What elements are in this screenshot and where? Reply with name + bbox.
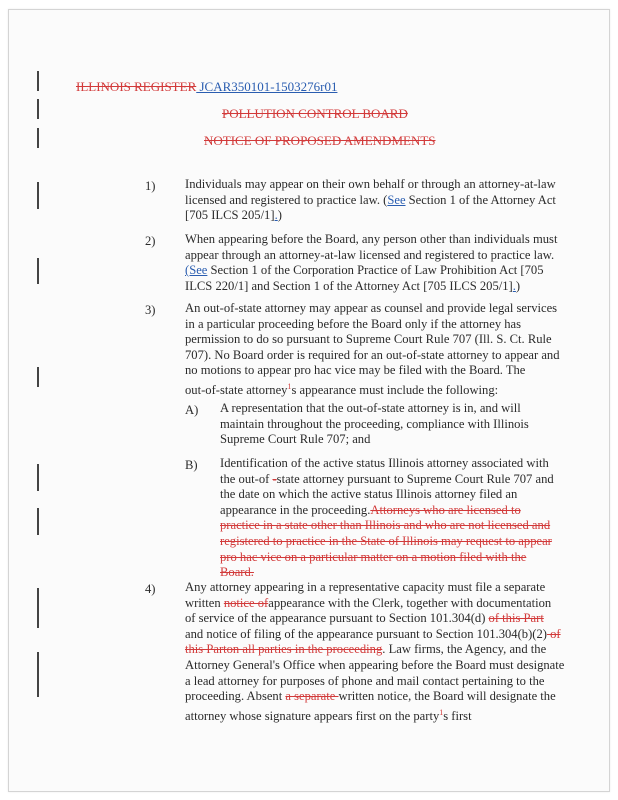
see-link: (See: [185, 263, 208, 278]
item-1: Individuals may appear on their own behalf or through an attorney-at-law licensed and registered to practice law. (See Section 1 of the Attorney Act [705 ILCS 205/1].): [185, 177, 556, 223]
register-deleted: ILLINOIS REGISTER: [76, 79, 197, 94]
item-number: 4): [145, 582, 156, 596]
subitem-b: Identification of the active status Illinois attorney associated with the out-of -state attorney pursuant to Supreme Court Rule 707 and the date on which the active status Illinois attorney filed an appearance in the proceeding.Attorneys who are licensed to practice in a state other than Illinois and who are not licensed and registered to practice in the State of Illinois may request to appear pro hac vice on a particular matter on a motion filed with the Board.: [220, 456, 554, 580]
change-bar: [37, 71, 39, 91]
change-bar: [37, 99, 39, 119]
item-3: An out-of-state attorney may appear as counsel and provide legal services in a particular proceeding before the Board only if the attorney has permission to do so pursuant to Supreme Court Rule 707 (Ill. S. Ct. Rule 707). No Board order is required for an out-of-state attorney to appear and no motions to appear pro hac vice may be filed with the Board. The out-of-state attorney$^1$s appearance must include the following:: [185, 301, 560, 398]
change-bar: [37, 258, 39, 284]
change-bar: [37, 128, 39, 148]
deleted-text: Attorneys who are licensed to: [370, 502, 521, 517]
agency-title: POLLUTION CONTROL BOARD: [222, 106, 408, 121]
change-bar: [37, 652, 39, 697]
subitem-letter: A): [185, 403, 199, 417]
register-header: [76, 79, 337, 95]
subitem-a: A representation that the out-of-state attorney is in, and will maintain throughout the proceeding, compliance with Illinois Supreme Court Rule 707; and: [220, 401, 529, 447]
footnote-mark: 1: [439, 707, 444, 717]
deleted-text: practice in a state other than Illinois and who are not licensed and: [220, 518, 551, 533]
subitem-letter: B): [185, 458, 198, 472]
deleted-text: registered to practice in the State of Illinois may request to appear: [220, 533, 552, 548]
change-bar: [37, 182, 39, 209]
item-4: Any attorney appearing in a representative capacity must file a separate written notice ofappearance with the Clerk, together with documentation of service of the appearance pursuant to Section 101.304(d) of this Part and notice of filing of the appearance pursuant to Section 101.304(b)(2) of this Parton all parties in the proceeding. Law firms, the Agency, and the Attorney General's Office when appearing before the Board must designate a lead attorney for purposes of phone and mail contact pertaining to the proceeding. Absent a separate written notice, the Board will designate the attorney whose signature appears first on the party$^1$s first: [185, 580, 565, 723]
footnote-mark: 1: [287, 381, 292, 391]
deleted-text: Board.: [220, 565, 254, 580]
item-number: 3): [145, 303, 156, 317]
item-number: 2): [145, 234, 156, 248]
change-bar: [37, 464, 39, 491]
change-bar: [37, 367, 39, 387]
see-link: See: [387, 192, 406, 207]
item-2: When appearing before the Board, any person other than individuals must appear through an attorney-at-law licensed and registered to practice law. (See Section 1 of the Corporation Practice of Law Prohibition Act [705 ILCS 220/1] and Section 1 of the Attorney Act [705 ILCS 205/1].): [185, 232, 558, 293]
notice-title: NOTICE OF PROPOSED AMENDMENTS: [204, 133, 436, 148]
item-number: 1): [145, 179, 156, 193]
register-inserted: JCAR350101-1503276r01: [199, 79, 338, 94]
change-bar: [37, 588, 39, 628]
deleted-text: pro hac vice on a particular matter on a motion filed with the: [220, 549, 527, 564]
change-bar: [37, 508, 39, 535]
